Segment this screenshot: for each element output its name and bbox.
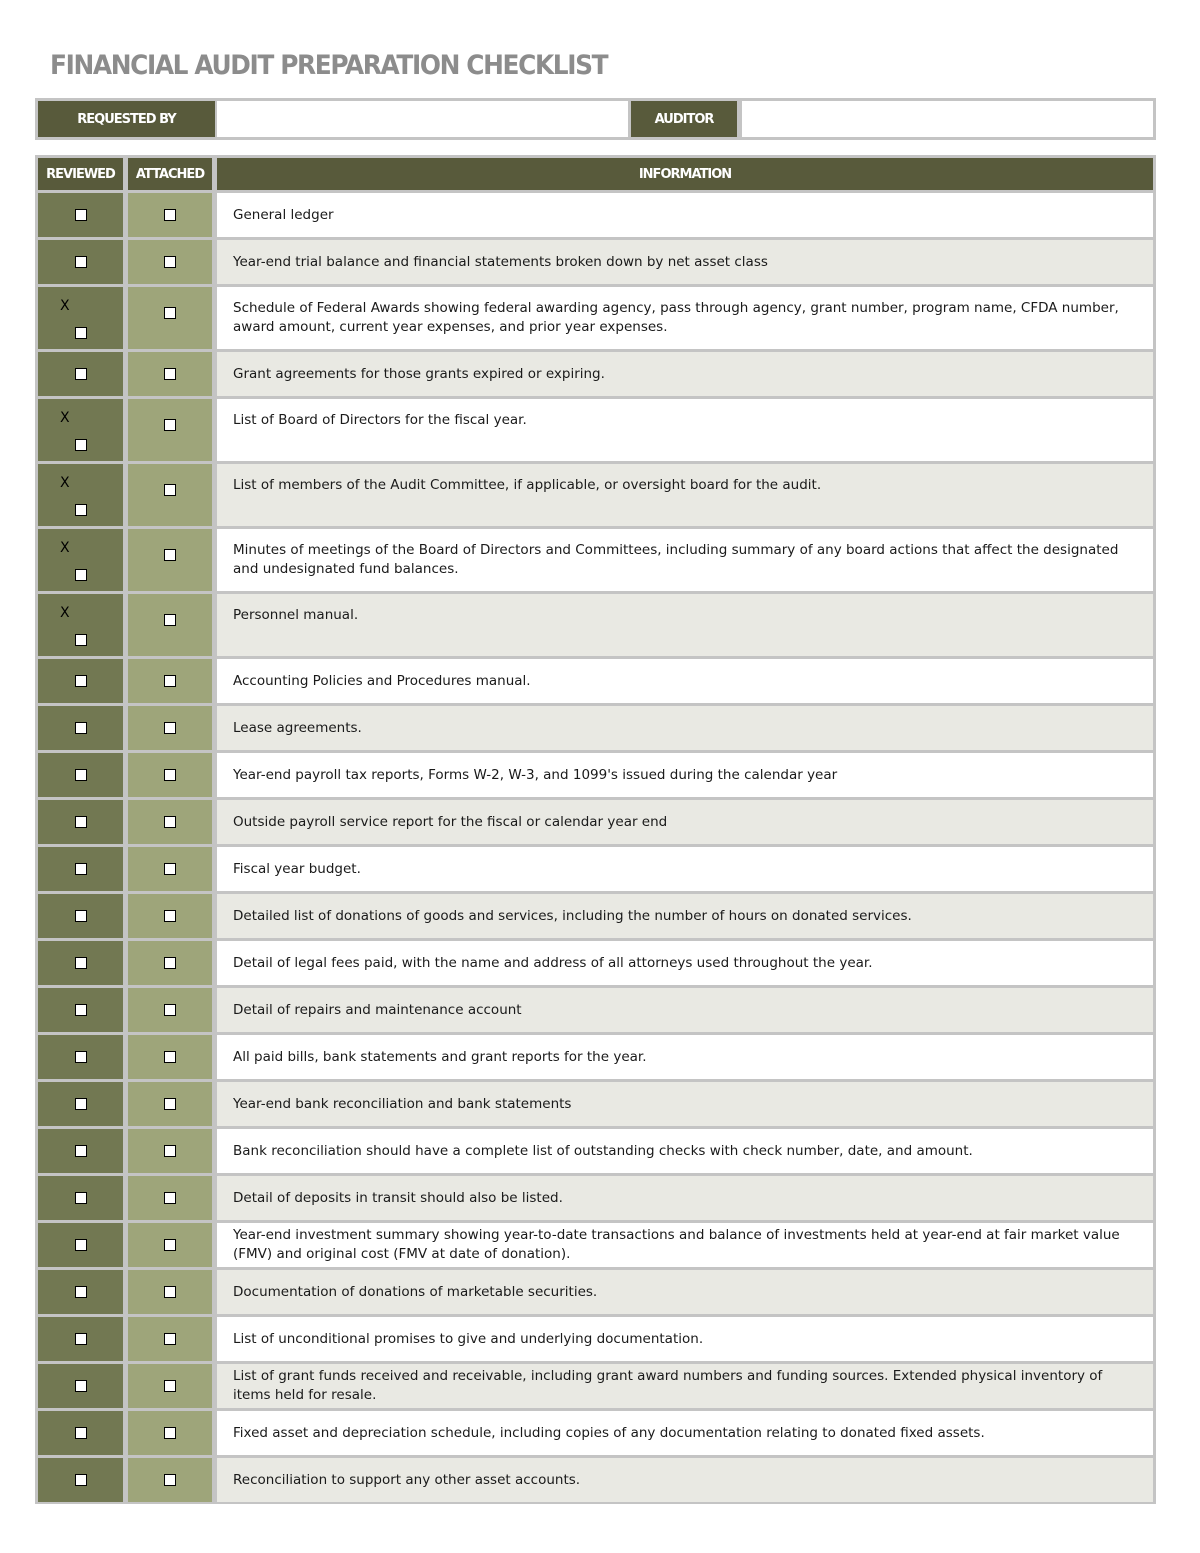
attached-cell <box>128 659 212 703</box>
reviewed-checkbox[interactable] <box>75 722 87 734</box>
requested-by-label: REQUESTED BY <box>38 101 215 137</box>
auditor-label: AUDITOR <box>631 101 737 137</box>
information-text: List of Board of Directors for the fiscal year. <box>233 412 527 428</box>
information-cell <box>217 1129 1153 1173</box>
reviewed-cell <box>38 287 123 349</box>
reviewed-checkbox[interactable] <box>75 675 87 687</box>
attached-checkbox[interactable] <box>164 1239 176 1251</box>
table-row <box>38 240 1153 284</box>
table-row <box>38 594 1153 656</box>
attached-checkbox[interactable] <box>164 863 176 875</box>
reviewed-cell <box>38 659 123 703</box>
attached-checkbox[interactable] <box>164 307 176 319</box>
attached-cell <box>128 594 212 656</box>
information-text: Detailed list of donations of goods and services, including the number of hours on donated services. <box>233 907 912 924</box>
table-row <box>38 1129 1153 1173</box>
reviewed-cell <box>38 847 123 891</box>
reviewed-cell <box>38 1411 123 1455</box>
table-row <box>38 800 1153 844</box>
information-text: Bank reconciliation should have a complete list of outstanding checks with check number, date, and amount. <box>233 1142 973 1159</box>
table-row <box>38 464 1153 526</box>
attached-checkbox[interactable] <box>164 1192 176 1204</box>
attached-checkbox[interactable] <box>164 1427 176 1439</box>
information-cell <box>217 753 1153 797</box>
attached-cell <box>128 1317 212 1361</box>
attached-checkbox[interactable] <box>164 1145 176 1157</box>
attached-checkbox[interactable] <box>164 368 176 380</box>
attached-cell <box>128 706 212 750</box>
reviewed-checkbox[interactable] <box>75 1051 87 1063</box>
checklist-table <box>35 155 1156 1504</box>
attached-cell <box>128 1129 212 1173</box>
table-row <box>38 706 1153 750</box>
attached-checkbox[interactable] <box>164 484 176 496</box>
table-row <box>38 193 1153 237</box>
reviewed-checkbox[interactable] <box>75 1098 87 1110</box>
attached-checkbox[interactable] <box>164 1474 176 1486</box>
table-row <box>38 1317 1153 1361</box>
attached-cell <box>128 1176 212 1220</box>
information-text: Accounting Policies and Procedures manual. <box>233 672 531 689</box>
page-title: FINANCIAL AUDIT PREPARATION CHECKLIST <box>50 50 608 81</box>
reviewed-cell <box>38 352 123 396</box>
information-text: Reconciliation to support any other asset accounts. <box>233 1471 581 1488</box>
reviewed-cell <box>38 894 123 938</box>
reviewed-checkbox[interactable] <box>75 256 87 268</box>
information-text: Year-end investment summary showing year-to-date transactions and balance of investments held at year-end at fair market value (FMV) and original cost (FMV at date of donation). <box>233 1227 1120 1262</box>
reviewed-cell <box>38 706 123 750</box>
table-row <box>38 659 1153 703</box>
information-text: Detail of legal fees paid, with the name and address of all attorneys used throughout the year. <box>233 954 873 971</box>
attached-cell <box>128 1458 212 1502</box>
information-cell <box>217 1270 1153 1314</box>
table-row <box>38 847 1153 891</box>
reviewed-mark: X <box>60 605 70 621</box>
table-row <box>38 1411 1153 1455</box>
attached-cell <box>128 988 212 1032</box>
attached-checkbox[interactable] <box>164 614 176 626</box>
information-cell <box>217 1223 1153 1267</box>
reviewed-cell <box>38 1223 123 1267</box>
attached-checkbox[interactable] <box>164 1286 176 1298</box>
attached-cell <box>128 894 212 938</box>
table-row <box>38 941 1153 985</box>
reviewed-cell <box>38 464 123 526</box>
reviewed-checkbox[interactable] <box>75 327 87 339</box>
information-column-header: INFORMATION <box>217 158 1153 190</box>
attached-cell <box>128 753 212 797</box>
attached-column-header: ATTACHED <box>128 158 212 190</box>
information-cell <box>217 529 1153 591</box>
attached-checkbox[interactable] <box>164 769 176 781</box>
reviewed-checkbox[interactable] <box>75 1192 87 1204</box>
table-row <box>38 352 1153 396</box>
reviewed-cell <box>38 800 123 844</box>
reviewed-checkbox[interactable] <box>75 569 87 581</box>
reviewed-cell <box>38 988 123 1032</box>
reviewed-checkbox[interactable] <box>75 957 87 969</box>
reviewed-cell <box>38 941 123 985</box>
information-cell <box>217 1411 1153 1455</box>
reviewed-cell <box>38 240 123 284</box>
reviewed-checkbox[interactable] <box>75 1004 87 1016</box>
information-text: List of unconditional promises to give and underlying documentation. <box>233 1330 704 1347</box>
reviewed-cell <box>38 1035 123 1079</box>
information-cell <box>217 1458 1153 1502</box>
attached-checkbox[interactable] <box>164 675 176 687</box>
information-cell <box>217 399 1153 461</box>
reviewed-checkbox[interactable] <box>75 1239 87 1251</box>
table-row <box>38 1458 1153 1502</box>
information-cell <box>217 594 1153 656</box>
attached-cell <box>128 1082 212 1126</box>
table-row <box>38 988 1153 1032</box>
reviewed-checkbox[interactable] <box>75 504 87 516</box>
information-text: Minutes of meetings of the Board of Directors and Committees, including summary of any board actions that affect the designated and undesignated fund balances. <box>233 542 1119 577</box>
attached-cell <box>128 1223 212 1267</box>
reviewed-cell <box>38 529 123 591</box>
information-cell <box>217 1317 1153 1361</box>
attached-cell <box>128 352 212 396</box>
reviewed-checkbox[interactable] <box>75 910 87 922</box>
reviewed-mark: X <box>60 298 70 314</box>
information-text: Lease agreements. <box>233 719 362 736</box>
information-text: Detail of repairs and maintenance account <box>233 1001 522 1018</box>
attached-cell <box>128 1364 212 1408</box>
attached-checkbox[interactable] <box>164 209 176 221</box>
reviewed-checkbox[interactable] <box>75 816 87 828</box>
reviewed-checkbox[interactable] <box>75 769 87 781</box>
request-info-bar <box>35 98 1156 140</box>
reviewed-mark: X <box>60 475 70 491</box>
attached-checkbox[interactable] <box>164 1098 176 1110</box>
information-cell <box>217 240 1153 284</box>
information-text: Personnel manual. <box>233 607 359 623</box>
information-text: Grant agreements for those grants expired or expiring. <box>233 365 605 382</box>
information-cell <box>217 1176 1153 1220</box>
information-cell <box>217 988 1153 1032</box>
information-text: Year-end payroll tax reports, Forms W-2, W-3, and 1099's issued during the calendar year <box>233 766 838 783</box>
attached-checkbox[interactable] <box>164 1051 176 1063</box>
table-row <box>38 399 1153 461</box>
reviewed-cell <box>38 1317 123 1361</box>
attached-checkbox[interactable] <box>164 256 176 268</box>
information-cell <box>217 1364 1153 1408</box>
information-text: Schedule of Federal Awards showing federal awarding agency, pass through agency, grant number, program name, CFDA number, award amount, current year expenses, and prior year expenses. <box>233 300 1119 335</box>
reviewed-checkbox[interactable] <box>75 1380 87 1392</box>
table-row <box>38 529 1153 591</box>
attached-cell <box>128 847 212 891</box>
reviewed-cell <box>38 193 123 237</box>
table-row <box>38 1270 1153 1314</box>
reviewed-checkbox[interactable] <box>75 1333 87 1345</box>
information-text: Outside payroll service report for the fiscal or calendar year end <box>233 813 668 830</box>
reviewed-column-header: REVIEWED <box>38 158 123 190</box>
information-text: All paid bills, bank statements and grant reports for the year. <box>233 1048 647 1065</box>
attached-cell <box>128 941 212 985</box>
information-text: Fiscal year budget. <box>233 860 361 877</box>
reviewed-checkbox[interactable] <box>75 368 87 380</box>
information-cell <box>217 1035 1153 1079</box>
information-cell <box>217 193 1153 237</box>
auditor-input[interactable] <box>742 101 1153 137</box>
attached-cell <box>128 800 212 844</box>
table-row <box>38 1223 1153 1267</box>
information-text: List of members of the Audit Committee, if applicable, or oversight board for the audit. <box>233 477 822 493</box>
attached-cell <box>128 399 212 461</box>
attached-checkbox[interactable] <box>164 419 176 431</box>
reviewed-cell <box>38 399 123 461</box>
reviewed-cell <box>38 1129 123 1173</box>
table-row <box>38 894 1153 938</box>
attached-cell <box>128 193 212 237</box>
information-cell <box>217 894 1153 938</box>
reviewed-mark: X <box>60 540 70 556</box>
table-row <box>38 1035 1153 1079</box>
table-row <box>38 287 1153 349</box>
reviewed-mark: X <box>60 410 70 426</box>
reviewed-cell <box>38 1176 123 1220</box>
reviewed-checkbox[interactable] <box>75 1474 87 1486</box>
reviewed-checkbox[interactable] <box>75 209 87 221</box>
information-cell <box>217 659 1153 703</box>
reviewed-checkbox[interactable] <box>75 1145 87 1157</box>
table-row <box>38 753 1153 797</box>
attached-cell <box>128 1270 212 1314</box>
attached-cell <box>128 529 212 591</box>
reviewed-cell <box>38 1270 123 1314</box>
information-text: Fixed asset and depreciation schedule, including copies of any documentation relating to donated fixed assets. <box>233 1424 985 1441</box>
reviewed-checkbox[interactable] <box>75 863 87 875</box>
attached-checkbox[interactable] <box>164 722 176 734</box>
information-cell <box>217 800 1153 844</box>
information-text: Detail of deposits in transit should also be listed. <box>233 1189 563 1206</box>
attached-checkbox[interactable] <box>164 957 176 969</box>
reviewed-cell <box>38 594 123 656</box>
table-row <box>38 1082 1153 1126</box>
attached-checkbox[interactable] <box>164 549 176 561</box>
attached-cell <box>128 1411 212 1455</box>
information-text: Year-end bank reconciliation and bank statements <box>233 1095 572 1112</box>
information-text: Year-end trial balance and financial statements broken down by net asset class <box>233 253 768 270</box>
attached-cell <box>128 464 212 526</box>
table-row <box>38 1364 1153 1408</box>
reviewed-checkbox[interactable] <box>75 439 87 451</box>
table-row <box>38 1176 1153 1220</box>
information-cell <box>217 706 1153 750</box>
reviewed-checkbox[interactable] <box>75 1286 87 1298</box>
information-text: List of grant funds received and receivable, including grant award numbers and funding sources. Extended physical inventory of items held for resale. <box>233 1368 1103 1403</box>
requested-by-input[interactable] <box>217 101 628 137</box>
information-text: General ledger <box>233 206 334 223</box>
reviewed-cell <box>38 1458 123 1502</box>
attached-checkbox[interactable] <box>164 1333 176 1345</box>
table-header-row <box>38 158 1153 190</box>
attached-cell <box>128 287 212 349</box>
reviewed-cell <box>38 753 123 797</box>
information-text: Documentation of donations of marketable securities. <box>233 1283 598 1300</box>
reviewed-cell <box>38 1364 123 1408</box>
reviewed-checkbox[interactable] <box>75 1427 87 1439</box>
information-cell <box>217 847 1153 891</box>
attached-checkbox[interactable] <box>164 1004 176 1016</box>
attached-checkbox[interactable] <box>164 816 176 828</box>
information-cell <box>217 352 1153 396</box>
attached-cell <box>128 240 212 284</box>
attached-cell <box>128 1035 212 1079</box>
information-cell <box>217 941 1153 985</box>
attached-checkbox[interactable] <box>164 1380 176 1392</box>
information-cell <box>217 464 1153 526</box>
information-cell <box>217 1082 1153 1126</box>
information-cell <box>217 287 1153 349</box>
reviewed-checkbox[interactable] <box>75 634 87 646</box>
attached-checkbox[interactable] <box>164 910 176 922</box>
reviewed-cell <box>38 1082 123 1126</box>
